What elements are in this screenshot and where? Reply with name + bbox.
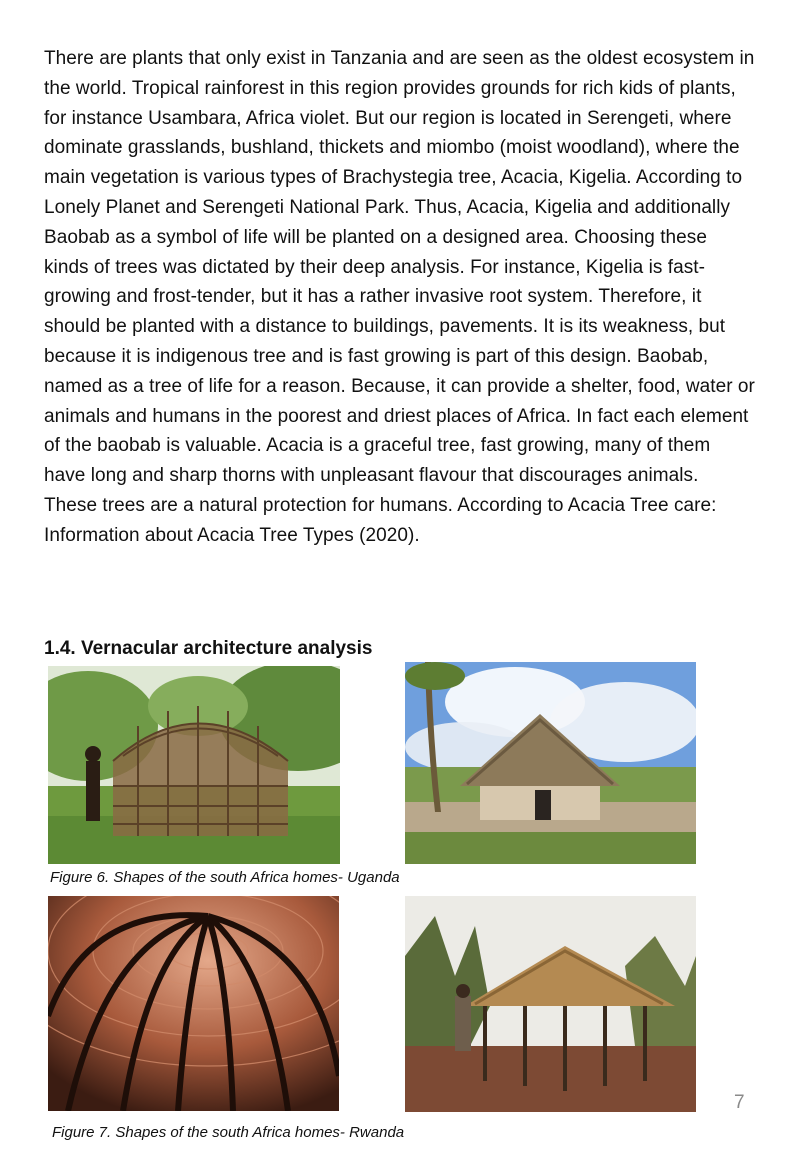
body-paragraph: There are plants that only exist in Tanzania and are seen as the oldest ecosystem in the world. Tropical rainforest in this region provides grounds for rich kids of plants, for instance Usambara, Africa violet. But our region is located in Serengeti, where dominate grasslands, bushland, thickets and miombo (moist woodland), where the main vegetation is various types of Brachystegia tree, Acacia, Kigelia. According to Lonely Planet and Serengeti National Park. Thus, Acacia, Kigelia and additionally Baobab as a symbol of life will be planted on a designed area. Choosing these kinds of trees was dictated by their deep analysis. For instance, Kigelia is fast-growing and frost-tender, but it has a rather invasive root system. Therefore, it should be planted with a distance to buildings, pavements. It is its weakness, but because it is indigenous tree and is fast growing is part of this design. Baobab, named as a tree of life for a reason. Because, it can provide a shelter, food, water or animals and humans in the poorest and driest places of Africa. In fact each element of the baobab is valuable. Acacia is a graceful tree, fast growing, many of them have long and sharp thorns with unpleasant flavour that discourages animals. These trees are a natural protection for humans. According to Acacia Tree care: Information about Acacia Tree Types (2020). [44, 48, 755, 546]
photo-woven-dome-interior [48, 896, 339, 1111]
section-heading: 1.4. Vernacular architecture analysis [44, 638, 373, 659]
photo-hut-frame-construction [48, 666, 340, 864]
photo-thatched-roof-construction [405, 896, 696, 1112]
photo-thatched-round-hut [405, 662, 696, 864]
page-number: 7 [734, 1092, 745, 1113]
figure-6-caption: Figure 6. Shapes of the south Africa homes- Uganda [50, 869, 400, 886]
figure-7-caption: Figure 7. Shapes of the south Africa homes- Rwanda [52, 1124, 405, 1141]
